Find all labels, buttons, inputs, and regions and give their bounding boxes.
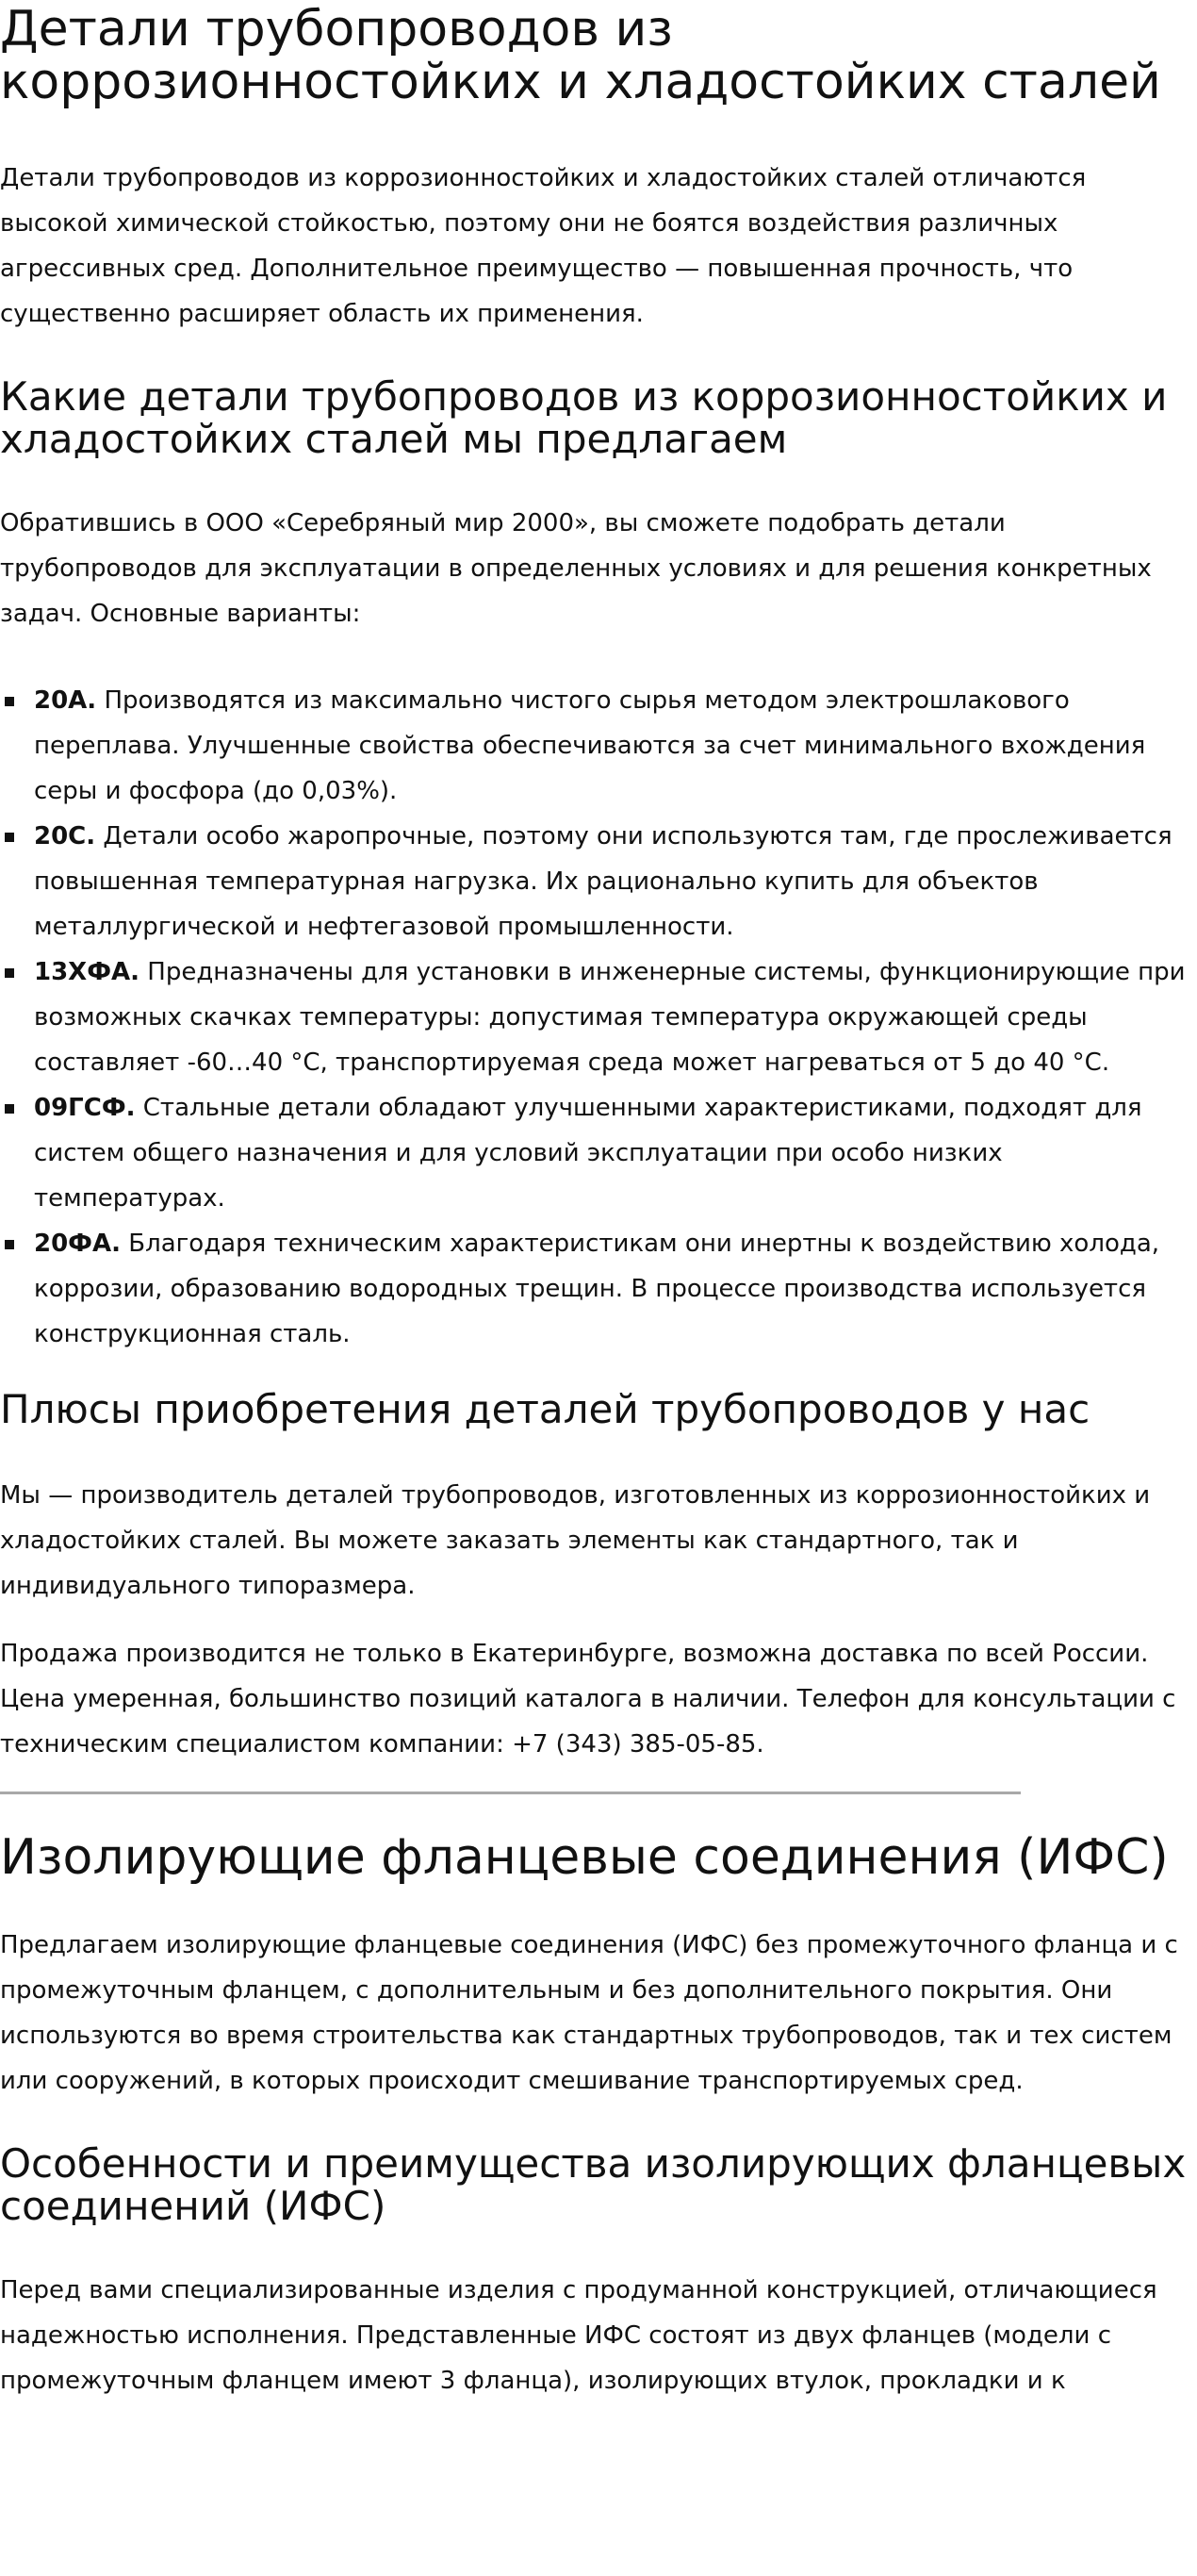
- intro-paragraph: Детали трубопроводов из коррозионностойких и хладостойких сталей отличаются высокой химической стойкостью, поэтому они не боятся воздействия различных агрессивных сред. Дополнительное преимущество — повышенная прочность, что существенно расширяет область их применения.: [0, 164, 1087, 329]
- grade-label: 20ФА.: [34, 1230, 121, 1259]
- ifs-intro-paragraph: Предлагаем изолирующие фланцевые соединения (ИФС) без промежуточного фланца и с промежуточным фланцем, с дополнительным и без дополнительного покрытия. Они используются во время строительства как стандартных трубопроводов, так и тех систем или сооружений, в которых происходит смешивание транспортируемых сред.: [0, 1930, 1178, 2095]
- page-title: Детали трубопроводов из коррозионностойких и хладостойких сталей: [0, 1, 1161, 110]
- grade-description: Предназначены для установки в инженерные системы, функционирующие при возможных скачках температуры: допустимая температура окружающей среды составляет -60…40 °C, транспортируемая среда может нагреваться от 5 до 40 °C.: [34, 958, 1186, 1078]
- square-bullet-icon: [5, 968, 14, 978]
- benefits-paragraph-1: Мы — производитель деталей трубопроводов, изготовленных из коррозионностойких и хладостойких сталей. Вы можете заказать элементы как стандартного, так и индивидуального типоразмера.: [0, 1481, 1151, 1601]
- steel-grades-list: [0, 678, 1189, 1357]
- square-bullet-icon: [5, 1104, 14, 1114]
- square-bullet-icon: [5, 833, 14, 842]
- grade-label: 20А.: [34, 686, 97, 716]
- grade-description: Стальные детали обладают улучшенными характеристиками, подходят для систем общего назначения и для условий эксплуатации при особо низких температурах.: [34, 1094, 1142, 1214]
- grade-label: 13ХФА.: [34, 958, 140, 987]
- benefits-paragraph-2: Продажа производится не только в Екатеринбурге, возможна доставка по всей России. Цена умеренная, большинство позиций каталога в наличии. Телефон для консультации с техническим специалистом компании: +7 (343) 385-05-85.: [0, 1640, 1176, 1759]
- grade-description: Детали особо жаропрочные, поэтому они используются там, где прослеживается повышенная температурная нагрузка. Их рационально купить для объектов металлургической и нефтегазовой промышленности.: [34, 822, 1172, 942]
- grade-label: 09ГСФ.: [34, 1094, 136, 1123]
- section-divider: [0, 1792, 1021, 1794]
- square-bullet-icon: [5, 1240, 14, 1249]
- list-item-20fa: [0, 1221, 1189, 1357]
- grade-description: Производятся из максимально чистого сырья методом электрошлакового переплава. Улучшенные свойства обеспечиваются за счет минимального вхождения серы и фосфора (до 0,03%).: [34, 686, 1146, 806]
- list-item-13hfa: [0, 949, 1189, 1085]
- list-item-20c: [0, 814, 1189, 949]
- ifs-title: Изолирующие фланцевые соединения (ИФС): [0, 1829, 1169, 1887]
- grade-label: 20С.: [34, 822, 96, 851]
- offer-intro-paragraph: Обратившись в ООО «Серебряный мир 2000», вы сможете подобрать детали трубопроводов для эксплуатации в определенных условиях и для решения конкретных задач. Основные варианты:: [0, 509, 1152, 629]
- list-item-20a: [0, 678, 1189, 814]
- benefits-heading: Плюсы приобретения деталей трубопроводов у нас: [0, 1386, 1090, 1433]
- offer-heading: Какие детали трубопроводов из коррозионностойких и хладостойких сталей мы предлагаем: [0, 373, 1168, 463]
- list-item-09gsf: [0, 1085, 1189, 1221]
- grade-description: Благодаря техническим характеристикам они инертны к воздействию холода, коррозии, образованию водородных трещин. В процессе производства используется конструкционная сталь.: [34, 1230, 1160, 1349]
- features-heading: Особенности и преимущества изолирующих фланцевых соединений (ИФС): [0, 2139, 1187, 2229]
- features-paragraph-1: Перед вами специализированные изделия с продуманной конструкцией, отличающиеся надежностью исполнения. Представленные ИФС состоят из двух фланцев (модели с промежуточным фланцем имеют 3 фланца), изолирующих втулок, прокладки и к: [0, 2275, 1157, 2395]
- square-bullet-icon: [5, 697, 14, 706]
